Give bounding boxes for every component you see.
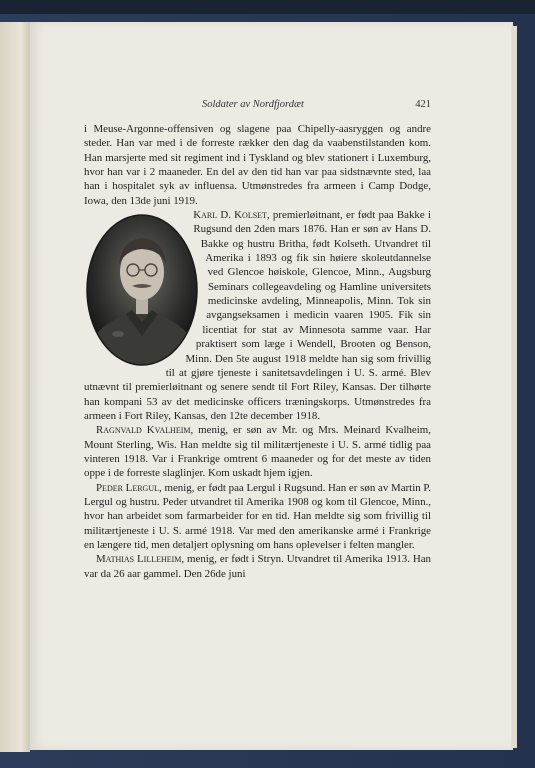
- running-title: Soldater av Nordfjordæt: [202, 99, 304, 110]
- page-header: [84, 99, 431, 113]
- paragraph-kvalheim: [84, 423, 431, 480]
- paragraph-text: menig, er født paa Lergul i Rugsund. Han er søn av Martin P. Lergul og hustru. Peder utvandret til Amerika 1908 og kom til Glencoe, Minn., hvor han arbeidet som farmarbeider for en tid. Han meldte sig som frivillig til militærtjeneste i U. S. armé 1918. Var med den amerikanske armé i Frankrige en længere tid, men detaljert oplysning om hans oplevelser i felten mangler.: [84, 481, 431, 551]
- left-page-edge: [0, 22, 30, 752]
- paragraph-text: menig, er født i Stryn. Utvandret til Amerika 1913. Han var da 26 aar gammel. Den 26de juni: [84, 553, 431, 580]
- paragraph-kolset: [84, 208, 431, 423]
- person-name: Karl D. Kolset,: [193, 209, 270, 222]
- portrait-photo: [86, 214, 198, 366]
- body-text: [84, 122, 431, 581]
- page-number: 421: [415, 99, 431, 110]
- paragraph-lergul: [84, 481, 431, 553]
- person-name: Peder Lergul,: [96, 481, 162, 494]
- paragraph-text: menig, er søn av Mr. og Mrs. Meinard Kvalheim, Mount Sterling, Wis. Han meldte sig til militærtjeneste i U. S. armé tidlig paa vinteren 1918. Var i Frankrige omtrent 6 maaneder og for det meste av tiden oppe i de forreste slaglinjer. Kom uskadt hjem igjen.: [84, 424, 431, 480]
- person-name: Ragnvald Kvalheim,: [96, 424, 194, 437]
- page-stack-edge: [511, 26, 517, 748]
- paragraph-lilleheim: [84, 552, 431, 581]
- paragraph-continued: i Meuse-Argonne-offensiven og slagene paa Chipelly-aasryggen og andre steder. Han var med i de forreste rækker den dag da vaabenstilstanden kom. Han marsjerte med sit regiment ind i Tyskland og blev stationert i Luxemburg, hvor han var i 2 maaneder. En del av den tid han var paa sidstnævnte sted, laa han i hospitalet syk av influensa. Utmønstredes fra armeen i Camp Dodge, Iowa, den 13de juni 1919.: [84, 123, 431, 207]
- paragraph-text: premierløitnant, er født paa Bakke i Rugsund den 2den mars 1876. Han er søn av Hans D. Bakke og hustru Britha, født Kolseth. Utvandret til Amerika i 1893 og fik sin høiere skoleutdannelse ved Glencoe høiskole, Glencoe, Minn., Augsburg Seminars collegeavdeling og Hamline universitets medicinske avdeling, Minneapolis, Minn. Tok sin avgangseksamen i medicin vaaren 1905. Fik sin licentiat for stat av Minnesota samme vaar. Har praktisert som læge i Wendell, Brooten og Benson, Minn. Den 5te august 1918 meldte han sig som frivillig til at gjøre tjeneste i sanitetsavdelingen i U. S. armé. Blev utnævnt til premierløitnant og senere sendt til Fort Riley, Kansas. Der tilhørte han kompani 53 av det medicinske officers træningskorps. Utmønstredes fra armeen i Fort Riley, Kansas, den 12te december 1918.: [84, 209, 431, 422]
- person-name: Mathias Lilleheim,: [96, 553, 185, 566]
